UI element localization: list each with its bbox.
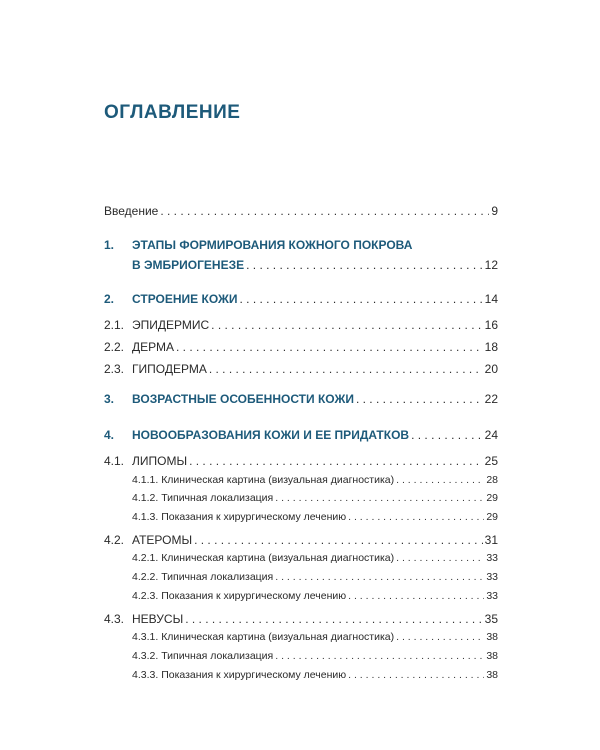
toc-entry-label: 4.1.1. Клиническая картина (визуальная диагностика)	[132, 474, 395, 486]
toc-entry-2-3[interactable]	[104, 362, 498, 376]
toc-dot-leader	[275, 649, 484, 663]
toc-entry-page: 33	[486, 552, 498, 564]
toc-dot-leader	[189, 454, 483, 468]
toc-dot-leader	[411, 428, 483, 442]
toc-entry-chapter-2[interactable]	[104, 292, 498, 306]
toc-entry-number: 3.	[104, 392, 115, 406]
toc-entry-label: НОВООБРАЗОВАНИЯ КОЖИ И ЕЕ ПРИДАТКОВ	[132, 428, 410, 442]
toc-entry-4-3-1[interactable]	[132, 630, 498, 644]
toc-entry-4-3[interactable]	[104, 612, 498, 626]
toc-entry-page: 33	[486, 590, 498, 602]
toc-entry-label: 4.2.1. Клиническая картина (визуальная диагностика)	[132, 552, 395, 564]
toc-entry-page: 38	[486, 631, 498, 643]
toc-entry-number: 2.2.	[104, 340, 125, 354]
toc-entry-2-1[interactable]	[104, 318, 498, 332]
toc-entry-number: 2.3.	[104, 362, 125, 376]
toc-entry-label: 4.3.1. Клиническая картина (визуальная диагностика)	[132, 631, 395, 643]
toc-entry-label: 4.2.2. Типичная локализация	[132, 571, 274, 583]
toc-entry-page: 14	[484, 292, 498, 306]
toc-entry-page: 12	[484, 258, 498, 272]
toc-entry-intro[interactable]	[104, 204, 498, 218]
toc-entry-page: 22	[484, 392, 498, 406]
toc-entry-page: 20	[484, 362, 498, 376]
toc-entry-label: ДЕРМА	[132, 340, 174, 354]
toc-dot-leader	[348, 510, 484, 524]
toc-entry-4-1-2[interactable]	[132, 491, 498, 505]
toc-entry-label: ЭПИДЕРМИС	[132, 318, 210, 332]
toc-entry-number: 2.1.	[104, 318, 125, 332]
toc-entry-number: 4.	[104, 428, 115, 442]
toc-dot-leader	[239, 292, 482, 306]
toc-entry-page: 38	[486, 669, 498, 681]
toc-entry-4-3-3[interactable]	[132, 668, 498, 682]
toc-entry-4-1[interactable]	[104, 454, 498, 468]
toc-dot-leader	[348, 668, 484, 682]
toc-dot-leader	[275, 570, 484, 584]
page-title: ОГЛАВЛЕНИЕ	[104, 102, 241, 123]
toc-entry-page: 29	[486, 511, 498, 523]
toc-entry-label-continued: В ЭМБРИОГЕНЕЗЕ	[132, 258, 245, 272]
toc-dot-leader	[356, 392, 483, 406]
toc-entry-page: 28	[486, 474, 498, 486]
toc-entry-page: 24	[484, 428, 498, 442]
toc-entry-number: 4.3.	[104, 612, 125, 626]
toc-entry-label: ВОЗРАСТНЫЕ ОСОБЕННОСТИ КОЖИ	[132, 392, 354, 406]
toc-entry-chapter-1-line2[interactable]	[104, 258, 498, 272]
toc-dot-leader	[211, 318, 482, 332]
toc-dot-leader	[176, 340, 483, 354]
toc-entry-page: 38	[486, 650, 498, 662]
toc-entry-label: ЛИПОМЫ	[132, 454, 188, 468]
toc-entry-number: 2.	[104, 292, 115, 306]
toc-dot-leader	[194, 533, 483, 547]
toc-entry-4-2[interactable]	[104, 533, 498, 547]
toc-dot-leader	[185, 612, 482, 626]
toc-entry-page: 35	[484, 612, 498, 626]
toc-dot-leader	[209, 362, 483, 376]
toc-entry-page: 18	[484, 340, 498, 354]
toc-dot-leader	[160, 204, 489, 218]
toc-dot-leader	[348, 589, 484, 603]
toc-entry-4-2-1[interactable]	[132, 551, 498, 565]
toc-dot-leader	[246, 258, 483, 272]
toc-entry-chapter-3[interactable]	[104, 392, 498, 406]
toc-entry-4-2-3[interactable]	[132, 589, 498, 603]
toc-entry-label: 4.3.3. Показания к хирургическому лечению	[132, 669, 347, 681]
toc-entry-label: 4.3.2. Типичная локализация	[132, 650, 274, 662]
toc-entry-4-2-2[interactable]	[132, 570, 498, 584]
toc-dot-leader	[275, 491, 484, 505]
toc-entry-label: СТРОЕНИЕ КОЖИ	[132, 292, 238, 306]
toc-entry-page: 16	[484, 318, 498, 332]
toc-entry-label: ЭТАПЫ ФОРМИРОВАНИЯ КОЖНОГО ПОКРОВА	[132, 238, 413, 252]
toc-entry-label: Введение	[104, 204, 159, 218]
toc-entry-number: 4.1.	[104, 454, 125, 468]
toc-entry-number: 4.2.	[104, 533, 125, 547]
toc-entry-label: АТЕРОМЫ	[132, 533, 193, 547]
toc-entry-label: 4.2.3. Показания к хирургическому лечению	[132, 590, 347, 602]
toc-dot-leader	[396, 630, 484, 644]
toc-entry-label: 4.1.2. Типичная локализация	[132, 492, 274, 504]
toc-entry-page: 29	[486, 492, 498, 504]
toc-entry-4-1-1[interactable]	[132, 473, 498, 487]
toc-entry-chapter-4[interactable]	[104, 428, 498, 442]
toc-entry-label: НЕВУСЫ	[132, 612, 184, 626]
toc-entry-page: 9	[491, 204, 498, 218]
toc-entry-2-2[interactable]	[104, 340, 498, 354]
toc-entry-4-3-2[interactable]	[132, 649, 498, 663]
toc-entry-number: 1.	[104, 238, 115, 252]
toc-entry-page: 33	[486, 571, 498, 583]
toc-entry-page: 31	[484, 533, 498, 547]
toc-entry-label: ГИПОДЕРМА	[132, 362, 207, 376]
toc-entry-4-1-3[interactable]	[132, 510, 498, 524]
toc-entry-page: 25	[484, 454, 498, 468]
toc-dot-leader	[396, 473, 484, 487]
toc-entry-chapter-1[interactable]	[104, 238, 498, 252]
toc-dot-leader	[396, 551, 484, 565]
toc-entry-label: 4.1.3. Показания к хирургическому лечению	[132, 511, 347, 523]
